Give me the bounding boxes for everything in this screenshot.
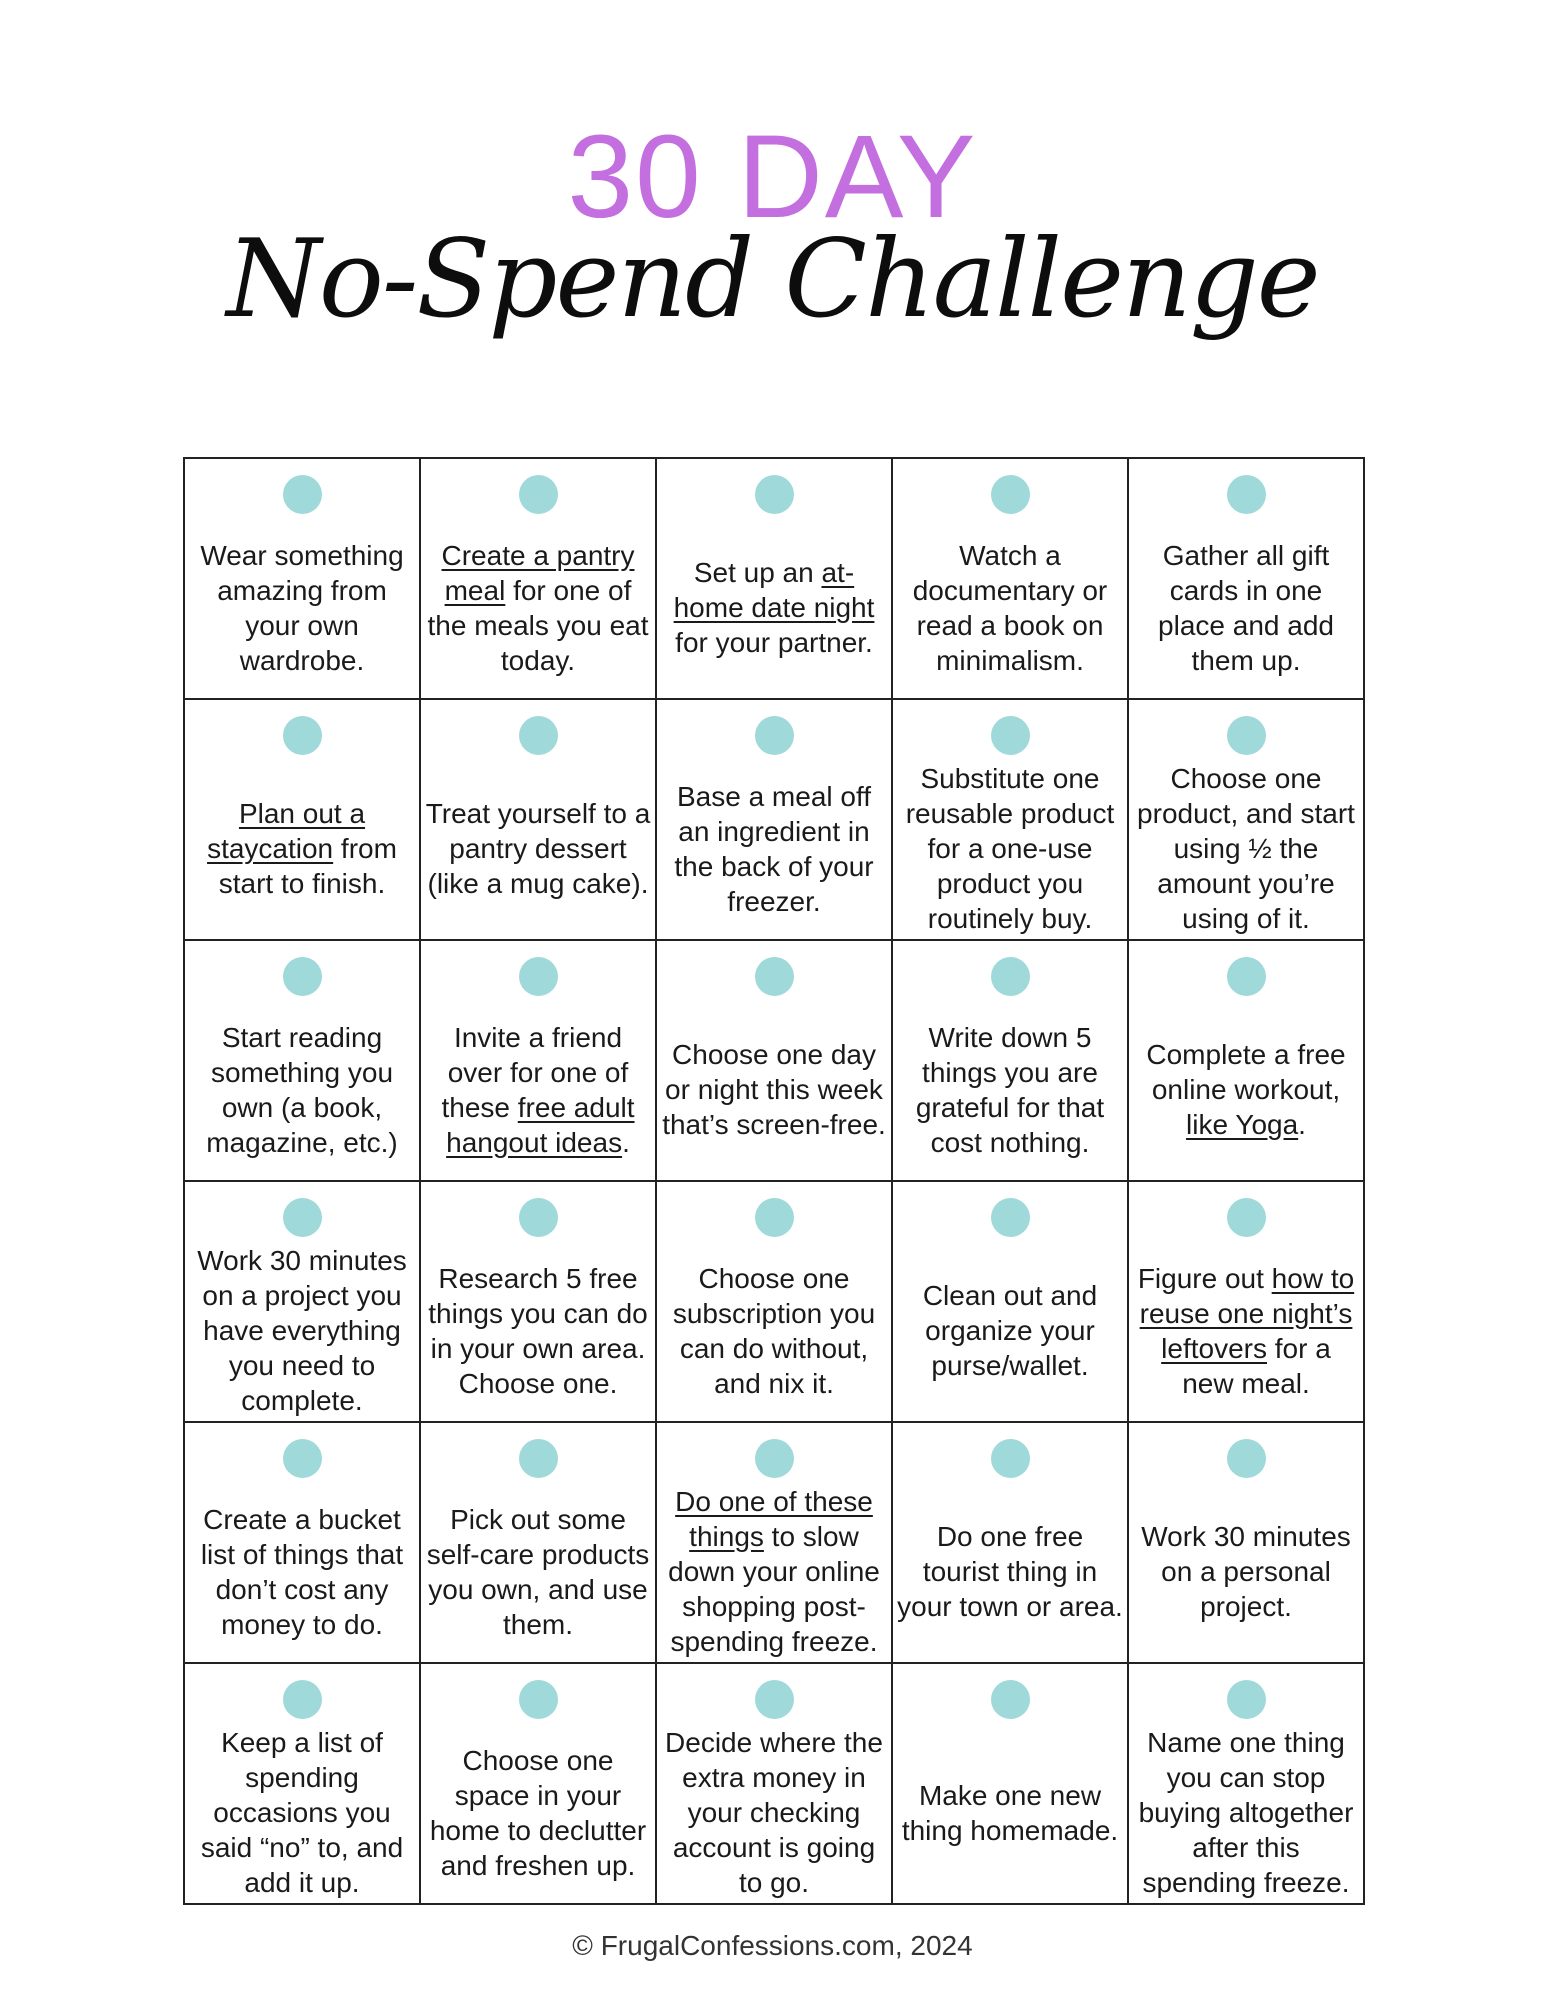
challenge-text-part: Wear something amazing from your own wardrobe. [200,539,404,676]
challenge-cell [657,941,893,1182]
checkbox-dot-icon[interactable] [991,957,1030,996]
challenge-text [657,1003,891,1176]
checkbox-dot-icon[interactable] [283,716,322,755]
challenge-text [185,521,419,694]
checkbox-dot-icon[interactable] [283,475,322,514]
checkbox-dot-icon[interactable] [1227,1680,1266,1719]
checkbox-dot-icon[interactable] [1227,475,1266,514]
challenge-text-part: for a new meal. [1182,1332,1331,1399]
challenge-text-part: Treat yourself to a pantry dessert (like a mug cake). [425,798,651,899]
challenge-text [421,1485,655,1658]
checkbox-dot-icon[interactable] [755,957,794,996]
challenge-cell [893,941,1129,1182]
challenge-text-part: Choose one subscription you can do without, and nix it. [672,1262,876,1399]
challenge-cell [185,1664,421,1905]
challenge-text [893,1485,1127,1658]
challenge-cell [1129,941,1365,1182]
challenge-text [421,762,655,935]
checkbox-dot-icon[interactable] [991,475,1030,514]
challenge-text-part: Do one free tourist thing in your town or area. [897,1521,1123,1622]
challenge-cell [1129,700,1365,941]
challenge-text-part: Write down 5 things you are grateful for that cost nothing. [915,1021,1105,1158]
footer-copyright: © FrugalConfessions.com, 2024 [572,1930,973,1961]
challenge-link[interactable]: how to reuse one night’s leftovers [1139,1262,1355,1364]
checkbox-dot-icon[interactable] [1227,1198,1266,1237]
challenge-text-part: Choose one space in your home to declutter and freshen up. [429,1744,647,1881]
challenge-cell [657,1182,893,1423]
challenge-text [421,1003,655,1176]
challenge-text [185,762,419,935]
challenge-cell [185,459,421,700]
challenge-text [1129,1726,1363,1899]
challenge-text-part: Choose one day or night this week that’s screen-free. [662,1039,886,1140]
challenge-text [657,1726,891,1899]
checkbox-dot-icon[interactable] [283,1439,322,1478]
challenge-link[interactable]: free adult hangout ideas [446,1091,635,1158]
challenge-cell [657,1423,893,1664]
challenge-text-part: Start reading something you own (a book, magazine, etc.) [206,1021,398,1158]
challenge-cell [421,459,657,700]
challenge-text [421,521,655,694]
challenge-text [1129,521,1363,694]
challenge-cell [185,1182,421,1423]
challenge-cell [421,1182,657,1423]
challenge-cell [1129,1664,1365,1905]
challenge-text-part: Name one thing you can stop buying altogether after this spending freeze. [1138,1727,1354,1898]
checkbox-dot-icon[interactable] [519,1680,558,1719]
challenge-grid [183,457,1365,1905]
challenge-text-part: Watch a documentary or read a book on minimalism. [912,539,1108,676]
checkbox-dot-icon[interactable] [991,1198,1030,1237]
challenge-text-part: Substitute one reusable product for a one-use product you routinely buy. [905,763,1115,934]
challenge-cell [421,1423,657,1664]
checkbox-dot-icon[interactable] [755,475,794,514]
challenge-cell [893,1423,1129,1664]
checkbox-dot-icon[interactable] [1227,716,1266,755]
challenge-text [185,1244,419,1417]
challenge-text-part: Decide where the extra money in your checking account is going to go. [665,1727,883,1898]
challenge-text-part: Figure out [1137,1262,1272,1294]
challenge-text-part: . [622,1126,630,1158]
checkbox-dot-icon[interactable] [755,1198,794,1237]
challenge-text [1129,1244,1363,1417]
challenge-text [657,1244,891,1417]
challenge-text [185,1485,419,1658]
challenge-text-part: to slow down your online shopping post-spending freeze. [668,1521,880,1657]
challenge-text-part: Make one new thing homemade. [901,1779,1119,1846]
checkbox-dot-icon[interactable] [519,1439,558,1478]
challenge-text-part: Research 5 free things you can do in your own area. Choose one. [428,1262,648,1399]
challenge-text-part: Work 30 minutes on a personal project. [1141,1521,1351,1622]
challenge-cell [893,1182,1129,1423]
page-title: 30 DAY [567,111,978,243]
checkbox-dot-icon[interactable] [991,1680,1030,1719]
checkbox-dot-icon[interactable] [519,475,558,514]
challenge-link[interactable]: Do one of these things [675,1486,873,1552]
challenge-text-part: Clean out and organize your purse/wallet. [922,1280,1098,1381]
challenge-cell [421,700,657,941]
checkbox-dot-icon[interactable] [283,1198,322,1237]
challenge-link[interactable]: Plan out a staycation [207,798,366,864]
challenge-text-part: Keep a list of spending occasions you said “no” to, and add it up. [200,1727,404,1898]
challenge-text [1129,1003,1363,1176]
challenge-cell [893,459,1129,700]
challenge-link[interactable]: at-home date night [673,557,875,623]
challenge-text-part: Set up an [693,557,822,588]
challenge-text [421,1244,655,1417]
checkbox-dot-icon[interactable] [519,957,558,996]
challenge-cell [657,1664,893,1905]
challenge-text-part: . [1298,1109,1306,1140]
challenge-cell [421,941,657,1182]
challenge-text [185,1726,419,1899]
page-subtitle: No-Spend Challenge [226,217,1319,342]
challenge-cell [893,700,1129,941]
challenge-text [657,521,891,694]
challenge-cell [185,700,421,941]
challenge-text [185,1003,419,1176]
checkbox-dot-icon[interactable] [755,1680,794,1719]
checkbox-dot-icon[interactable] [1227,1439,1266,1478]
challenge-cell [1129,459,1365,700]
challenge-text-part: for your partner. [675,627,873,658]
challenge-cell [657,459,893,700]
challenge-text [1129,1485,1363,1658]
challenge-text-part: for one of the meals you eat today. [427,574,649,676]
challenge-text-part: Choose one product, and start using ½ the amount you’re using of it. [1137,763,1355,934]
challenge-cell [657,700,893,941]
challenge-text [421,1726,655,1899]
checkbox-dot-icon[interactable] [519,1198,558,1237]
checkbox-dot-icon[interactable] [755,1439,794,1478]
challenge-cell [1129,1182,1365,1423]
challenge-link[interactable]: like Yoga [1186,1109,1299,1140]
challenge-cell [1129,1423,1365,1664]
challenge-text-part: Invite a friend over for one of these [441,1021,629,1123]
challenge-text-part: Gather all gift cards in one place and add them up. [1158,539,1334,676]
checkbox-dot-icon[interactable] [283,957,322,996]
challenge-text [657,1485,891,1658]
challenge-text-part: Complete a free online workout, [1146,1039,1346,1105]
challenge-text [1129,762,1363,935]
challenge-cell [185,941,421,1182]
challenge-cell [185,1423,421,1664]
challenge-cell [421,1664,657,1905]
challenge-text [657,762,891,935]
challenge-text-part: Pick out some self-care products you own, and use them. [426,1503,650,1640]
challenge-text [893,521,1127,694]
checkbox-dot-icon[interactable] [755,716,794,755]
challenge-text [893,762,1127,935]
checkbox-dot-icon[interactable] [991,1439,1030,1478]
challenge-text [893,1003,1127,1176]
challenge-cell [893,1664,1129,1905]
checkbox-dot-icon[interactable] [1227,957,1266,996]
checkbox-dot-icon[interactable] [519,716,558,755]
challenge-text-part: from start to finish. [218,833,397,899]
checkbox-dot-icon[interactable] [283,1680,322,1719]
challenge-text-part: Create a bucket list of things that don’t cost any money to do. [200,1503,404,1640]
challenge-text [893,1726,1127,1899]
challenge-text-part: Work 30 minutes on a project you have everything you need to complete. [197,1245,407,1416]
challenge-text-part: Base a meal off an ingredient in the back of your freezer. [674,780,874,917]
checkbox-dot-icon[interactable] [991,716,1030,755]
challenge-link[interactable]: Create a pantry meal [441,539,635,606]
challenge-text [893,1244,1127,1417]
